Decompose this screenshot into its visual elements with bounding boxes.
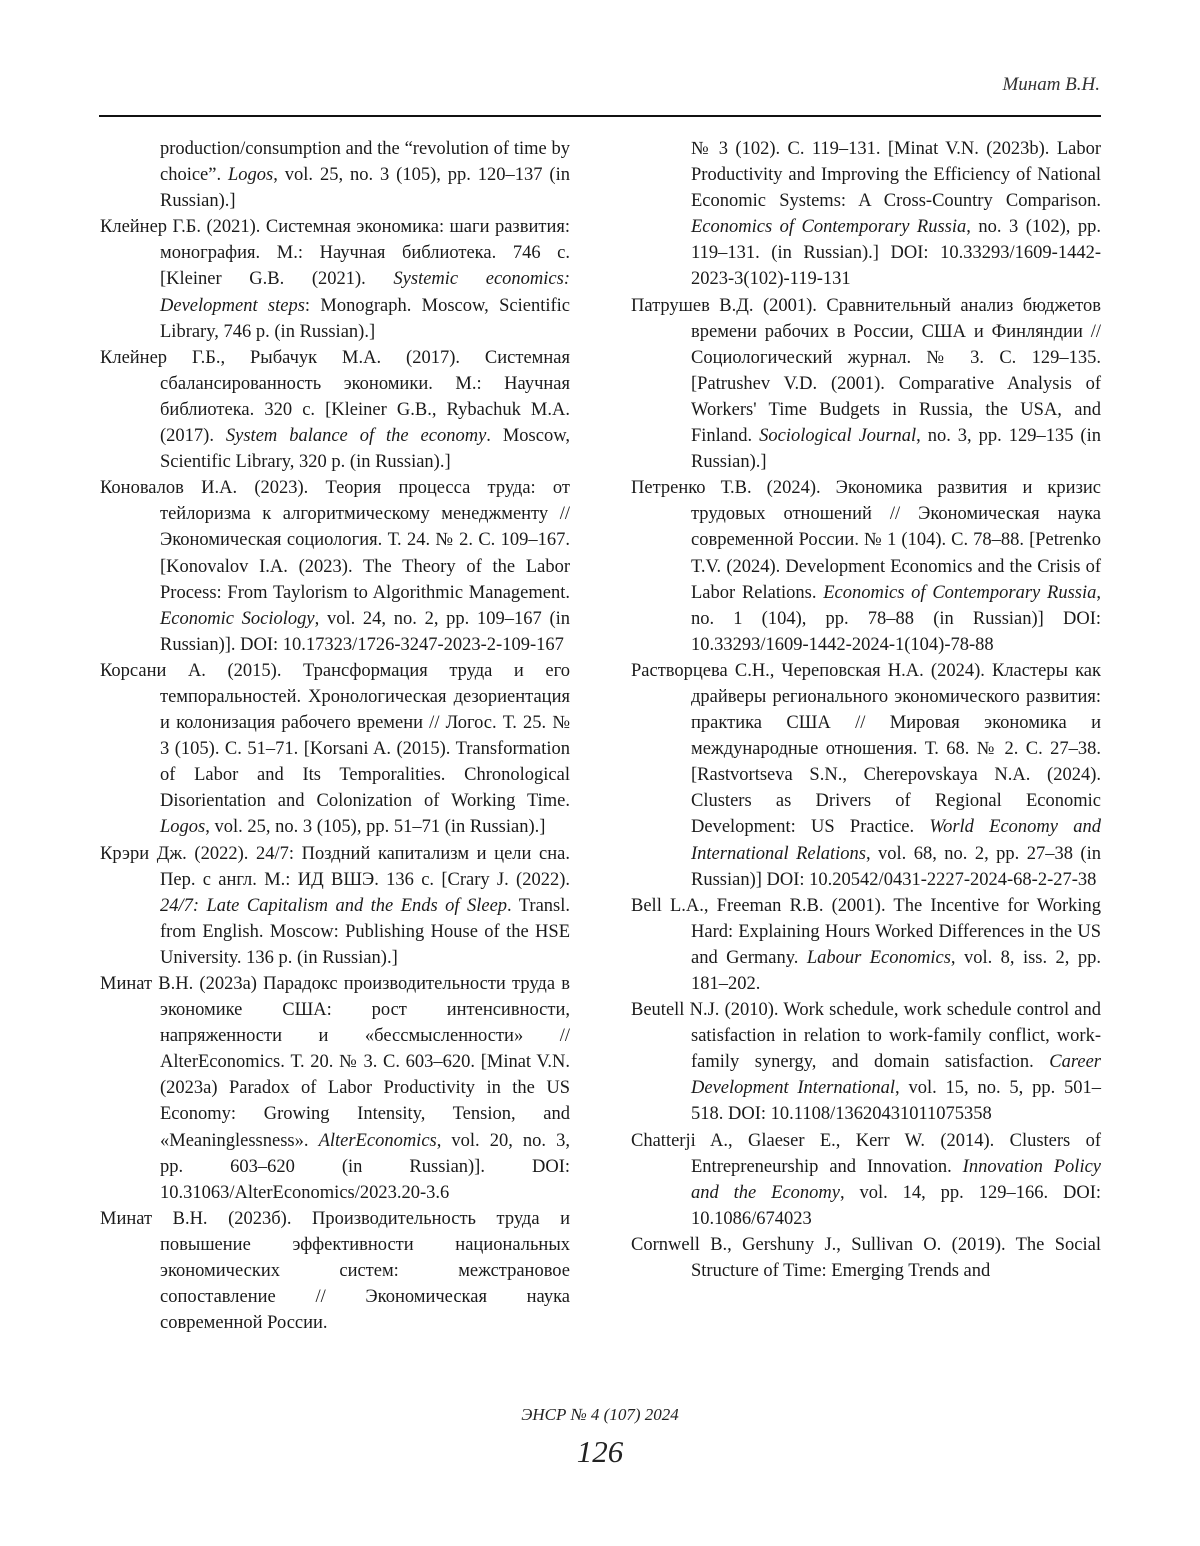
reference-title-italic: Labour Economics: [807, 948, 951, 968]
reference-text: № 3 (102). С. 119–131. [Minat V.N. (2023b). Labor Productivity and Improving the Efficiency of National Economic Systems: A Cross-Country Comparison.: [691, 139, 1101, 211]
reference-text: Cornwell B., Gershuny J., Sullivan O. (2019). The Social Structure of Time: Emerging Trends and: [631, 1235, 1101, 1281]
reference-text: , vol. 24, no. 2, pp. 109–167 (in Russian)]. DOI: 10.17323/1726-3247-2023-2-109-167: [160, 609, 570, 655]
reference-entry: [100, 658, 570, 841]
reference-text: , vol. 14, pp. 129–166. DOI: 10.1086/674023: [691, 1183, 1101, 1229]
references-right-column: [631, 136, 1101, 1284]
reference-text: : Monograph. Moscow, Scientific Library, 746 p. (in Russian).]: [160, 296, 570, 342]
reference-text: Корсани А. (2015). Трансформация труда и его темпоральностей. Хронологическая дезориентация и колонизация рабочего времени // Логос. Т. 25. № 3 (105). С. 51–71. [Korsani A. (2015). Transformation of Labor and Its Temporalities. Chronological Disorientation and Colonization of Working Time.: [100, 661, 570, 811]
reference-entry: [631, 293, 1101, 476]
reference-title-italic: World Economy and International Relations: [691, 817, 1101, 863]
reference-entry: [100, 841, 570, 971]
reference-text: , no. 1 (104), pp. 78–88 (in Russian)] DOI: 10.33293/1609-1442-2024-1(104)-78-88: [691, 583, 1101, 655]
reference-text: , vol. 68, no. 2, pp. 27–38 (in Russian)] DOI: 10.20542/0431-2227-2024-68-2-27-38: [691, 844, 1101, 890]
reference-title-italic: AlterEconomics: [319, 1131, 437, 1151]
reference-entry-continued: [631, 136, 1101, 293]
reference-text: Клейнер Г.Б., Рыбачук М.А. (2017). Системная сбалансированность экономики. М.: Научная библиотека. 320 с. [Kleiner G.B., Rybachuk M.A. (2017).: [100, 348, 570, 446]
reference-entry: [631, 1232, 1101, 1284]
reference-text: . Moscow, Scientific Library, 320 p. (in Russian).]: [160, 426, 570, 472]
reference-title-italic: System balance of the economy: [226, 426, 486, 446]
reference-title-italic: Systemic economics: Development steps: [160, 269, 570, 315]
reference-entry: [100, 345, 570, 475]
reference-text: Bell L.A., Freeman R.B. (2001). The Incentive for Working Hard: Explaining Hours Worked Differences in the US and Germany.: [631, 896, 1101, 968]
reference-text: Клейнер Г.Б. (2021). Системная экономика: шаги развития: монография. М.: Научная библиотека. 746 с. [Kleiner G.B. (2021).: [100, 217, 570, 289]
reference-text: , vol. 8, iss. 2, pp. 181–202.: [691, 948, 1101, 994]
references-left-column: [100, 136, 570, 1336]
reference-entry: [100, 214, 570, 344]
reference-title-italic: Economics of Contemporary Russia: [823, 583, 1096, 603]
reference-title-italic: Logos: [228, 165, 273, 185]
reference-text: Растворцева С.Н., Череповская Н.А. (2024). Кластеры как драйверы регионального экономического развития: практика США // Мировая экономика и международные отношения. Т. 68. № 2. С. 27–38. [Rastvortseva S.N., Cherepovskaya N.A. (2024). Clusters as Drivers of Regional Economic Development: US Practice.: [631, 661, 1101, 838]
reference-title-italic: 24/7: Late Capitalism and the Ends of Sleep: [160, 896, 507, 916]
reference-text: Beutell N.J. (2010). Work schedule, work schedule control and satisfaction in relation to work-family conflict, work-family synergy, and domain satisfaction.: [631, 1000, 1101, 1072]
reference-title-italic: Innovation Policy and the Economy: [691, 1157, 1101, 1203]
reference-text: production/consumption and the “revolution of time by choice”.: [160, 139, 570, 185]
reference-title-italic: Economics of Contemporary Russia: [691, 217, 966, 237]
reference-title-italic: Sociological Journal: [759, 426, 916, 446]
reference-text: Chatterji A., Glaeser E., Kerr W. (2014). Clusters of Entrepreneurship and Innovation.: [631, 1131, 1101, 1177]
reference-text: Минат В.Н. (2023а) Парадокс производительности труда в экономике США: рост интенсивности, напряженности и «бессмысленности» // AlterEconomics. Т. 20. № 3. С. 603–620. [Minat V.N. (2023a) Paradox of Labor Productivity in the US Economy: Growing Intensity, Tension, and «Meaninglessness».: [100, 974, 570, 1151]
reference-title-italic: Economic Sociology: [160, 609, 315, 629]
reference-text: Минат В.Н. (2023б). Производительность труда и повышение эффективности национальных экономических систем: межстрановое сопоставление // Экономическая наука современной России.: [100, 1209, 570, 1333]
reference-text: Крэри Дж. (2022). 24/7: Поздний капитализм и цели сна. Пер. с англ. М.: ИД ВШЭ. 136 с. [Crary J. (2022).: [100, 844, 570, 890]
reference-text: . Transl. from English. Moscow: Publishing House of the HSE University. 136 p. (in Russian).]: [160, 896, 570, 968]
running-header-author: Минат В.Н.: [1002, 74, 1100, 96]
reference-entry: [631, 658, 1101, 893]
reference-text: , vol. 25, no. 3 (105), pp. 51–71 (in Russian).]: [205, 817, 545, 837]
reference-entry: [631, 893, 1101, 997]
page-number: 126: [0, 1434, 1200, 1470]
reference-text: Патрушев В.Д. (2001). Сравнительный анализ бюджетов времени рабочих в России, США и Финляндии // Социологический журнал. № 3. С. 129–135. [Patrushev V.D. (2001). Comparative Analysis of Workers' Time Budgets in Russia, the USA, and Finland.: [631, 296, 1101, 446]
reference-entry: [631, 475, 1101, 658]
reference-entry: [631, 1128, 1101, 1232]
reference-entry: [100, 1206, 570, 1336]
footer-journal-issue: ЭНСР № 4 (107) 2024: [0, 1405, 1200, 1425]
reference-title-italic: Logos: [160, 817, 205, 837]
reference-entry: [100, 971, 570, 1206]
reference-entry-continued: [100, 136, 570, 214]
reference-text: , vol. 20, no. 3, pp. 603–620 (in Russian)]. DOI: 10.31063/AlterEconomics/2023.20-3.6: [160, 1131, 570, 1203]
reference-text: , vol. 15, no. 5, pp. 501–518. DOI: 10.1108/13620431011075358: [691, 1078, 1101, 1124]
reference-text: , vol. 25, no. 3 (105), pp. 120–137 (in Russian).]: [160, 165, 570, 211]
reference-text: Коновалов И.А. (2023). Теория процесса труда: от тейлоризма к алгоритмическому менеджменту // Экономическая социология. Т. 24. № 2. С. 109–167. [Konovalov I.A. (2023). The Theory of the Labor Process: From Taylorism to Algorithmic Management.: [100, 478, 570, 602]
reference-text: , no. 3, pp. 129–135 (in Russian).]: [691, 426, 1101, 472]
reference-text: , no. 3 (102), pp. 119–131. (in Russian).] DOI: 10.33293/1609-1442-2023-3(102)-119-131: [691, 217, 1101, 289]
reference-title-italic: Career Development International: [691, 1052, 1101, 1098]
header-divider: [99, 115, 1101, 117]
reference-entry: [100, 475, 570, 658]
reference-text: Петренко Т.В. (2024). Экономика развития и кризис трудовых отношений // Экономическая наука современной России. № 1 (104). С. 78–88. [Petrenko T.V. (2024). Development Economics and the Crisis of Labor Relations.: [631, 478, 1101, 602]
reference-entry: [631, 997, 1101, 1127]
